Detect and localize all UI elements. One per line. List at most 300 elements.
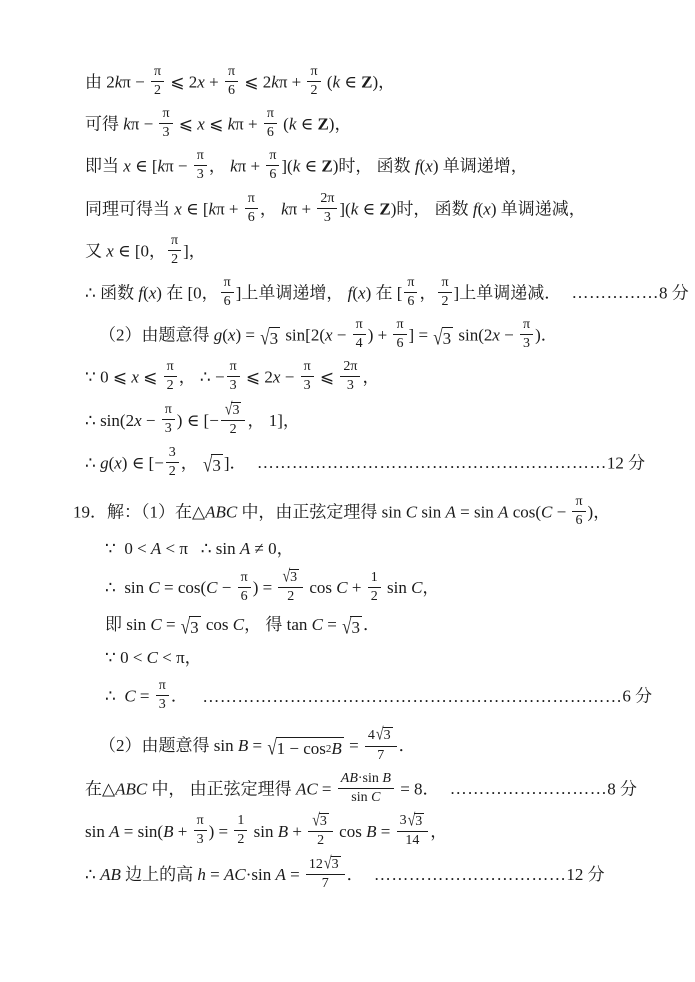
- fraction: [227, 359, 240, 394]
- denominator: [311, 82, 318, 99]
- variable-token: x: [272, 367, 281, 387]
- denominator: [347, 377, 354, 394]
- variable-token: C: [124, 686, 136, 706]
- variable-token: k: [281, 199, 289, 219]
- variable-token: x: [324, 325, 333, 345]
- fraction: [266, 148, 279, 183]
- text-token: +: [288, 821, 307, 841]
- radicand: [319, 813, 329, 830]
- numerator: [365, 727, 397, 746]
- text-token: )．: [535, 325, 558, 345]
- fraction: [245, 191, 258, 226]
- text-token: （2）由题意得 sin: [99, 736, 238, 756]
- text-token: π +: [235, 114, 262, 134]
- variable-token: k: [230, 156, 238, 176]
- text-token: 6: [247, 209, 255, 225]
- fraction: [306, 856, 345, 892]
- text-token: sin: [417, 502, 446, 522]
- variable-token: k: [123, 114, 131, 134]
- fraction: [404, 275, 417, 310]
- radical-sign: √: [260, 325, 270, 350]
- denominator: [324, 209, 331, 226]
- denominator: [171, 251, 178, 268]
- math-line-4: [85, 190, 665, 228]
- text-token: ) 单调递减，: [490, 199, 586, 219]
- variable-token: x: [123, 156, 131, 176]
- fraction: [194, 148, 207, 183]
- text-token: 19．解：（1）在△: [73, 502, 206, 522]
- text-token: −: [332, 325, 351, 345]
- text-token: =: [323, 615, 342, 635]
- math-line-13: [105, 567, 665, 607]
- text-token: ∈: [296, 114, 318, 134]
- text-token: π: [158, 678, 166, 694]
- denominator: [197, 831, 204, 848]
- text-token: π: [196, 813, 204, 829]
- text-token: = cos(: [159, 578, 207, 598]
- variable-token: k: [227, 114, 236, 134]
- text-token: ≠ 0，: [250, 539, 294, 559]
- variable-token: C: [411, 578, 423, 598]
- radical-sign: √: [312, 811, 320, 831]
- sqrt-radical: [282, 569, 299, 586]
- text-token: π: [310, 64, 318, 79]
- numerator: [221, 402, 246, 421]
- variable-token: C: [541, 502, 553, 522]
- text-token: π: [166, 359, 174, 375]
- text-token: 14: [405, 832, 420, 848]
- fraction: [234, 813, 247, 848]
- text-token: ，: [180, 453, 203, 473]
- text-token: 中， 由正弦定理得: [147, 779, 296, 799]
- text-token: π: [229, 359, 237, 375]
- text-token: +: [347, 578, 366, 598]
- sqrt-radical: [312, 813, 329, 830]
- variable-token: B: [237, 736, 249, 756]
- denominator: [228, 82, 235, 99]
- text-token: 3: [442, 328, 452, 348]
- text-token: (: [222, 325, 228, 345]
- fraction: [221, 275, 234, 310]
- sqrt-radical: [408, 813, 425, 830]
- text-token: π: [575, 493, 583, 509]
- numerator: [194, 148, 207, 166]
- denominator: [224, 293, 231, 310]
- text-token: 3: [196, 167, 204, 183]
- text-token: ]上单调递减．: [453, 283, 566, 303]
- text-token: (: [278, 114, 289, 134]
- math-line-16: [105, 680, 665, 715]
- text-token: ∴: [85, 865, 101, 884]
- variable-token: ABC: [115, 779, 148, 799]
- text-token: ]上单调递增，: [235, 283, 348, 303]
- text-token: ．: [362, 615, 380, 635]
- text-token: sin: [249, 821, 278, 841]
- fraction: [225, 64, 238, 99]
- fraction: [301, 359, 314, 394]
- variable-token: C: [146, 648, 158, 668]
- text-token: ](: [281, 156, 293, 176]
- text-token: 2: [171, 251, 179, 267]
- text-token: 又: [85, 241, 107, 261]
- bold-set-token: Z: [317, 114, 329, 134]
- fraction: [307, 64, 320, 99]
- text-token: 3: [523, 336, 531, 352]
- text-token: 同理可得当: [85, 199, 175, 219]
- text-token: =: [344, 736, 363, 756]
- denominator: [575, 512, 582, 529]
- variable-token: B: [163, 821, 174, 841]
- variable-token: f: [472, 199, 478, 219]
- variable-token: x: [197, 114, 205, 134]
- variable-token: C: [336, 578, 348, 598]
- text-token: ．: [398, 736, 416, 756]
- fraction: [393, 317, 406, 352]
- text-token: 2π: [320, 190, 335, 206]
- sqrt-radical: [260, 327, 280, 349]
- text-token: < π ∴ sin: [161, 539, 240, 559]
- denominator: [523, 335, 530, 352]
- math-line-12: [105, 538, 665, 564]
- math-line-5: [85, 232, 665, 270]
- math-line-8: [85, 361, 665, 396]
- text-token: π: [396, 317, 404, 333]
- text-token: ]．: [223, 453, 251, 473]
- text-token: ∴ sin: [105, 578, 149, 598]
- text-token: ) 在 [0，: [156, 283, 219, 303]
- dot-leader: ……………………………: [373, 865, 567, 884]
- variable-token: x: [425, 156, 433, 176]
- text-token: )，: [587, 502, 611, 522]
- text-token: +: [204, 72, 223, 92]
- text-token: （2）由题意得: [99, 325, 214, 345]
- variable-token: A: [150, 539, 162, 559]
- numerator: [338, 771, 394, 789]
- variable-token: C: [206, 578, 218, 598]
- radicand: [331, 856, 341, 873]
- text-token: ， 1]，: [247, 410, 300, 430]
- text-token: (: [143, 283, 149, 303]
- text-token: π: [153, 64, 162, 79]
- text-token: ∴ sin(2: [85, 410, 135, 430]
- denominator: [304, 377, 311, 394]
- text-token: 2: [154, 83, 161, 99]
- text-token: ⩽: [204, 114, 228, 134]
- variable-token: AC: [295, 779, 318, 799]
- text-token: −: [552, 502, 571, 522]
- text-token: 1: [237, 813, 245, 829]
- text-token: ．: [170, 686, 197, 706]
- text-token: 2: [441, 294, 449, 310]
- text-token: ]，: [183, 241, 206, 261]
- text-token: ⩽: [174, 114, 198, 134]
- text-token: 6: [269, 167, 277, 183]
- fraction: [194, 813, 207, 848]
- text-token: −: [280, 367, 299, 387]
- text-token: 2: [166, 378, 174, 394]
- text-token: 在△: [85, 779, 116, 799]
- numerator: [245, 191, 258, 209]
- numerator: [340, 359, 360, 377]
- fraction: [520, 317, 533, 352]
- variable-token: x: [492, 325, 500, 345]
- numerator: [393, 317, 406, 335]
- text-token: ∴: [85, 453, 101, 473]
- text-token: π −: [130, 114, 158, 134]
- text-token: cos: [305, 578, 337, 598]
- denominator: [287, 588, 294, 605]
- math-line-7: [99, 319, 665, 354]
- text-token: 2: [317, 832, 325, 848]
- text-token: ] =: [408, 325, 433, 345]
- text-token: (: [322, 72, 333, 92]
- math-line-2: [85, 108, 665, 143]
- radicand: [442, 327, 454, 349]
- text-token: ∈: [340, 72, 362, 92]
- math-line-20: [85, 854, 665, 894]
- text-token: π: [407, 274, 415, 290]
- text-token: )，: [328, 114, 352, 134]
- text-token: 3: [162, 125, 170, 141]
- radicand: [211, 454, 223, 476]
- radicand: [414, 813, 424, 830]
- variable-token: B: [277, 821, 289, 841]
- text-token: sin(2: [454, 325, 493, 345]
- numerator: [221, 275, 234, 293]
- denominator: [163, 124, 170, 141]
- text-token: 3: [196, 832, 204, 848]
- variable-token: C: [232, 615, 245, 635]
- variable-token: C: [405, 502, 418, 522]
- numerator: [278, 569, 303, 588]
- fraction: [572, 494, 585, 529]
- text-token: 3: [323, 209, 331, 225]
- numerator: [234, 813, 247, 831]
- variable-token: x: [483, 199, 491, 219]
- text-token: =: [135, 686, 154, 706]
- text-token: π: [171, 232, 179, 248]
- sqrt-radical: [324, 856, 341, 873]
- text-token: 4: [355, 336, 363, 352]
- text-token: cos: [201, 615, 233, 635]
- variable-token: A: [445, 502, 456, 522]
- text-token: = sin(: [119, 821, 164, 841]
- text-token: 3: [351, 618, 360, 638]
- fraction: [368, 570, 381, 605]
- dot-leader: ………………………: [449, 779, 608, 799]
- text-token: 2: [229, 421, 237, 437]
- fraction: [151, 64, 164, 99]
- text-token: +: [173, 821, 192, 841]
- radical-sign: √: [282, 567, 291, 587]
- text-token: 3: [346, 378, 354, 394]
- variable-token: B: [331, 739, 342, 759]
- radicand: [383, 727, 393, 744]
- denominator: [356, 335, 363, 352]
- variable-token: x: [106, 241, 114, 261]
- variable-token: x: [174, 199, 182, 219]
- radical-sign: √: [323, 854, 332, 874]
- denominator: [230, 421, 237, 438]
- text-token: ·sin: [357, 770, 383, 786]
- sqrt-radical: [267, 737, 343, 759]
- text-token: ，: [362, 367, 380, 387]
- text-token: 2: [370, 588, 378, 604]
- text-token: 3: [399, 813, 407, 829]
- text-token: 由 2: [85, 72, 115, 92]
- sqrt-radical: [203, 454, 223, 476]
- text-token: = 8．: [395, 779, 444, 799]
- radicand: [289, 569, 299, 586]
- fraction: [278, 569, 303, 605]
- text-token: 3: [168, 444, 176, 460]
- variable-token: A: [109, 821, 120, 841]
- denominator: [351, 789, 380, 806]
- variable-token: x: [227, 325, 236, 345]
- text-token: −: [217, 578, 236, 598]
- text-token: 3: [232, 402, 240, 418]
- text-token: ∈ [0，: [113, 241, 167, 261]
- text-token: (: [419, 156, 426, 176]
- text-token: 即当: [85, 156, 124, 176]
- text-token: ∈: [358, 199, 380, 219]
- text-token: ，: [208, 156, 231, 176]
- numerator: [301, 359, 314, 377]
- text-token: π +: [216, 199, 243, 219]
- score-label: 12 分: [606, 453, 646, 473]
- text-token: < π，: [158, 648, 202, 668]
- numerator: [227, 359, 240, 377]
- variable-token: B: [366, 821, 377, 841]
- variable-token: AC: [223, 865, 246, 884]
- score-label: 12 分: [566, 865, 605, 884]
- numerator: [264, 106, 277, 124]
- fraction: [168, 233, 181, 268]
- fraction: [159, 106, 172, 141]
- fraction: [338, 771, 394, 806]
- text-token: (: [108, 453, 115, 473]
- radical-sign: √: [433, 325, 443, 350]
- variable-token: x: [134, 410, 142, 430]
- math-line-19: [85, 811, 665, 851]
- text-token: 1 − cos: [276, 739, 326, 759]
- text-token: )时， 函数: [390, 199, 473, 219]
- denominator: [154, 82, 161, 99]
- numerator: [238, 570, 251, 588]
- numerator: [151, 64, 164, 82]
- variable-token: f: [347, 283, 353, 303]
- denominator: [396, 335, 403, 352]
- text-token: sin[2(: [281, 325, 325, 345]
- radicand: [350, 616, 362, 638]
- text-token: ) +: [367, 325, 392, 345]
- text-token: π: [523, 317, 531, 333]
- text-token: 3: [303, 378, 311, 394]
- numerator: [307, 64, 320, 82]
- variable-token: x: [148, 283, 157, 303]
- numerator: [353, 317, 366, 335]
- math-line-6: [85, 274, 689, 312]
- bold-set-token: Z: [321, 156, 333, 176]
- denominator: [407, 293, 414, 310]
- text-token: cos(: [508, 502, 542, 522]
- numerator: [572, 494, 585, 512]
- variable-token: C: [150, 615, 162, 635]
- variable-token: x: [131, 367, 139, 387]
- dot-leader: ………………………………………………………………: [202, 686, 623, 706]
- numerator: [266, 148, 279, 166]
- fraction: [156, 678, 169, 713]
- fraction: [438, 275, 451, 310]
- text-token: 4: [367, 727, 375, 743]
- text-token: 3: [190, 618, 199, 638]
- text-token: 6: [223, 294, 231, 310]
- variable-token: x: [114, 453, 122, 473]
- text-token: ，: [259, 199, 282, 219]
- text-token: 3: [290, 570, 298, 586]
- sqrt-radical: [342, 616, 362, 638]
- text-token: ) =: [252, 578, 277, 598]
- text-token: 可得: [85, 114, 124, 134]
- math-line-9: [85, 400, 665, 440]
- denominator: [241, 588, 248, 605]
- fraction: [340, 359, 360, 394]
- text-token: 6: [575, 512, 583, 528]
- denominator: [269, 166, 276, 183]
- variable-token: AB: [100, 865, 121, 884]
- variable-token: x: [358, 283, 366, 303]
- sqrt-radical: [181, 616, 201, 638]
- numerator: [225, 64, 238, 82]
- numerator: [168, 233, 181, 251]
- text-token: 3: [415, 813, 423, 829]
- denominator: [267, 124, 274, 141]
- variable-token: k: [288, 114, 297, 134]
- text-token: 2: [287, 589, 295, 605]
- denominator: [165, 420, 172, 437]
- text-token: 3: [212, 456, 221, 476]
- math-line-17: [99, 726, 665, 765]
- text-token: 边上的高: [120, 865, 198, 884]
- text-token: 2: [168, 463, 176, 479]
- text-token: 3: [383, 728, 391, 744]
- variable-token: k: [292, 156, 301, 176]
- numerator: [317, 191, 337, 209]
- variable-token: x: [197, 72, 205, 92]
- variable-token: C: [311, 615, 324, 635]
- text-token: π: [164, 402, 172, 417]
- text-token: ∵ 0 ⩽: [85, 367, 132, 387]
- text-token: 12: [308, 856, 323, 872]
- text-token: π: [303, 359, 311, 375]
- text-token: 3: [269, 328, 279, 348]
- variable-token: k: [350, 199, 359, 219]
- sqrt-radical: [225, 402, 242, 419]
- text-token: π +: [278, 72, 306, 92]
- fraction: [308, 813, 333, 849]
- text-token: 6: [396, 336, 404, 352]
- text-token: ∈ [: [130, 156, 158, 176]
- numerator: [368, 570, 381, 588]
- variable-token: B: [382, 770, 391, 786]
- text-token: 6: [266, 125, 274, 141]
- radical-sign: √: [407, 811, 416, 831]
- text-token: =: [248, 736, 267, 756]
- text-token: ， ∴ −: [178, 367, 225, 387]
- sqrt-radical: [433, 327, 453, 349]
- text-token: ．: [346, 865, 368, 884]
- variable-token: k: [271, 72, 279, 92]
